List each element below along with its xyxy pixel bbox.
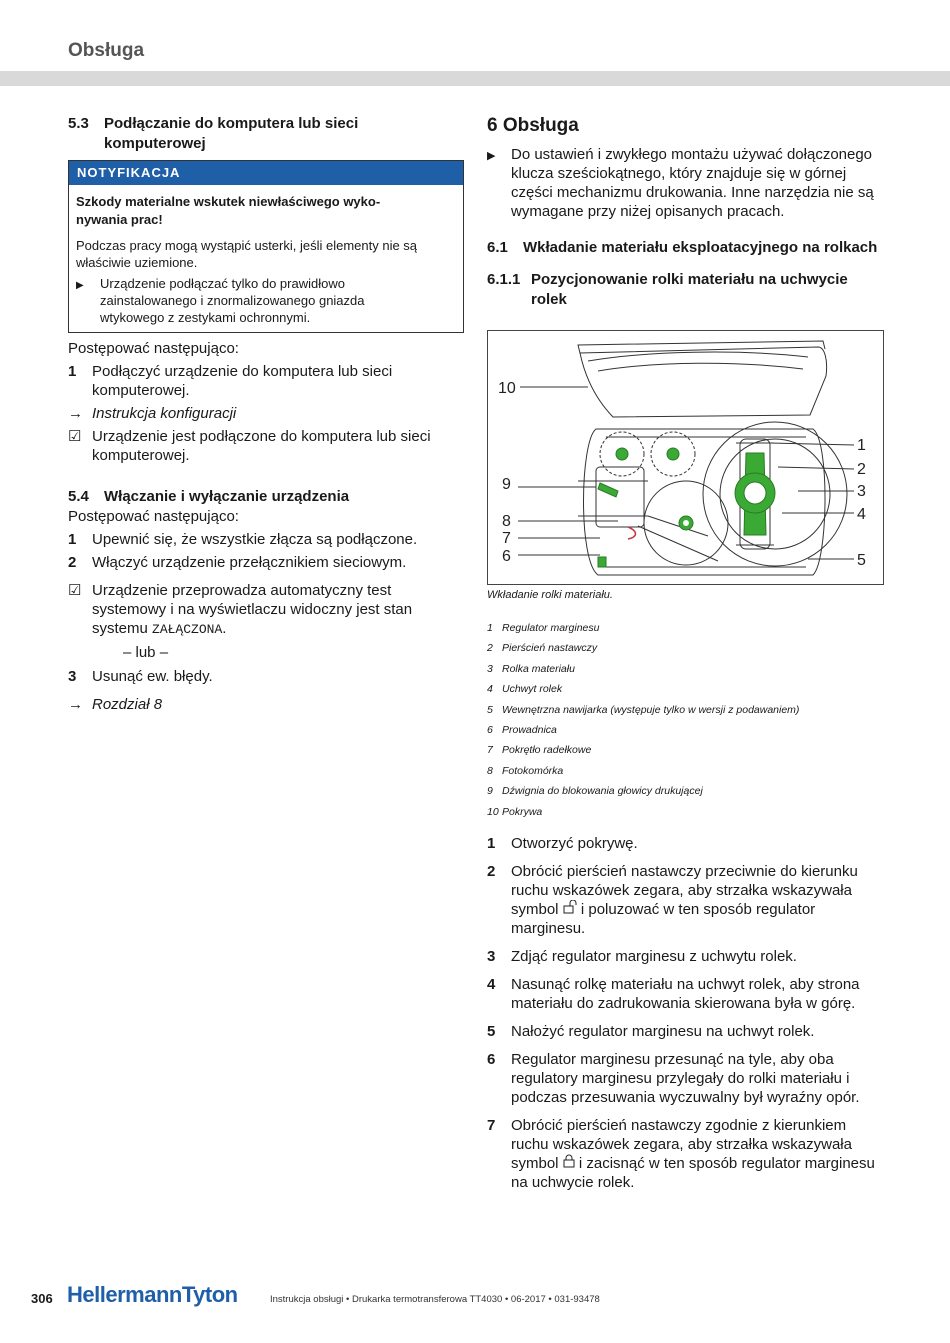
legend-item: 6 Prowadnica bbox=[487, 723, 557, 736]
unlock-icon bbox=[563, 901, 577, 918]
legend-item: 7 Pokrętło radełkowe bbox=[487, 744, 592, 757]
system-status: ZAŁĄCZONA bbox=[152, 622, 223, 637]
callout-5: 5 bbox=[857, 552, 866, 569]
section-heading-6-1: 6.1 Wkładanie materiału eksploatacyjnego na rolkach bbox=[487, 239, 878, 256]
checkbox-checked-icon: ☑ bbox=[68, 428, 82, 445]
left-column bbox=[68, 114, 464, 714]
callout-1: 1 bbox=[857, 437, 866, 454]
right-column bbox=[487, 114, 887, 310]
proceed-text: Postępować następująco: bbox=[68, 508, 239, 525]
bullet-arrow-icon: ▶ bbox=[76, 280, 84, 291]
step-item: 5 Nałożyć regulator marginesu na uchwyt rolek. bbox=[487, 1023, 815, 1040]
legend-item: 5 Wewnętrzna nawijarka (występuje tylko w wersji z podawaniem) bbox=[487, 703, 800, 716]
notice-text: Podczas pracy mogą wystąpić usterki, jeśli elementy nie są właściwie uziemione. bbox=[76, 238, 418, 270]
legend-item: 1 Regulator marginesu bbox=[487, 622, 600, 634]
legend-item: 2 Pierścień nastawczy bbox=[487, 642, 598, 655]
arrow-right-icon: → bbox=[68, 405, 83, 422]
proceed-text: Postępować następująco: bbox=[68, 340, 239, 357]
step-item: 6 Regulator marginesu przesunąć na tyle, aby oba regulatory marginesu przylegały do rolki materiału i podczas przesuwania wyczuwalny był wyraźny opór. bbox=[487, 1051, 860, 1106]
bullet-arrow-icon: ▶ bbox=[487, 150, 496, 162]
step-item: 2 Obrócić pierścień nastawczy przeciwnie do kierunku ruchu wskazówek zegara, aby strzałka wskazywała symbol i poluzować w ten sposób regulator marginesu. bbox=[487, 863, 858, 937]
section-heading-5-3: 5.3 Podłączanie do komputera lub sieci komputerowej bbox=[68, 115, 359, 152]
step-item: 3 Usunąć ew. błędy. bbox=[68, 668, 213, 685]
result-item: ☑ Urządzenie przeprowadza automatyczny test systemowy i na wyświetlaczu widoczny jest stan systemu ZAŁĄCZONA. bbox=[68, 582, 413, 637]
arrow-right-icon: → bbox=[68, 696, 83, 713]
page-header-title: Obsługa bbox=[68, 40, 145, 61]
printer-figure bbox=[487, 330, 884, 585]
callout-8: 8 bbox=[502, 513, 511, 530]
legend-item: 4 Uchwyt rolek bbox=[487, 683, 563, 696]
brand-logo: HellermannTyton bbox=[67, 1282, 238, 1307]
callout-4: 4 bbox=[857, 506, 866, 523]
header-bar bbox=[0, 71, 950, 86]
step-item: 1 Upewnić się, że wszystkie złącza są podłączone. bbox=[68, 531, 418, 548]
notice-box bbox=[68, 160, 464, 333]
chapter-heading: 6 Obsługa bbox=[487, 115, 579, 136]
step-item: 1 Otworzyć pokrywę. bbox=[487, 835, 638, 852]
lock-icon bbox=[563, 1155, 575, 1172]
figure-caption: Wkładanie rolki materiału. bbox=[487, 589, 613, 601]
procedure-steps bbox=[487, 834, 887, 1201]
callout-9: 9 bbox=[502, 476, 511, 493]
step-item: 7 Obrócić pierścień nastawczy zgodnie z kierunkiem ruchu wskazówek zegara, aby strzałka wskazywała symbol i zacisnąć w ten sposób regulator marginesu na uchwycie rolek. bbox=[487, 1117, 875, 1191]
result-item: ☑ Urządzenie jest podłączone do komputera lub sieci komputerowej. bbox=[68, 428, 431, 464]
legend-item: 8 Fotokomórka bbox=[487, 764, 564, 777]
footer-text: Instrukcja obsługi • Drukarka termotransferowa TT4030 • 06-2017 • 031-93478 bbox=[270, 1294, 600, 1305]
callout-7: 7 bbox=[502, 530, 511, 547]
notice-bullet: ▶ Urządzenie podłączać tylko do prawidłowo zainstalowanego i znormalizowanego gniazda wtykowego z zestykami ochronnymi. bbox=[76, 276, 365, 325]
section-heading-5-4: 5.4 Włączanie i wyłączanie urządzenia bbox=[68, 488, 350, 505]
callout-3: 3 bbox=[857, 483, 866, 500]
or-separator: – lub – bbox=[123, 644, 169, 661]
intro-bullet: ▶ Do ustawień i zwykłego montażu używać dołączonego klucza sześciokątnego, który znajduje się w górnej części mechanizmu drukowania. Inne narzędzia nie są wymagane przy niżej opisanych pracach. bbox=[487, 146, 874, 220]
step-item: 4 Nasunąć rolkę materiału na uchwyt rolek, aby strona materiału do zadrukowania skierowana była w górę. bbox=[487, 976, 860, 1012]
step-item: 1 Podłączyć urządzenie do komputera lub sieci komputerowej. bbox=[68, 363, 393, 399]
callout-6: 6 bbox=[502, 548, 511, 565]
step-item: 3 Zdjąć regulator marginesu z uchwytu rolek. bbox=[487, 948, 797, 965]
reference-link[interactable]: → Instrukcja konfiguracji bbox=[68, 405, 237, 422]
notice-label: NOTYFIKACJA bbox=[69, 161, 463, 185]
notice-headline: Szkody materialne wskutek niewłaściwego wyko-nywania prac! bbox=[76, 194, 381, 227]
callout-10: 10 bbox=[498, 380, 516, 397]
step-item: 2 Włączyć urządzenie przełącznikiem sieciowym. bbox=[68, 554, 407, 571]
page-number: 306 bbox=[31, 1291, 53, 1306]
reference-link[interactable]: → Rozdział 8 bbox=[68, 696, 163, 713]
figure-legend bbox=[487, 620, 887, 824]
legend-item: 9 Dźwignia do blokowania głowicy drukującej bbox=[487, 785, 703, 798]
section-heading-6-1-1: 6.1.1 Pozycjonowanie rolki materiału na uchwycie rolek bbox=[487, 271, 848, 308]
printer-illustration bbox=[488, 331, 883, 584]
callout-2: 2 bbox=[857, 461, 866, 478]
checkbox-checked-icon: ☑ bbox=[68, 582, 82, 599]
legend-item: 3 Rolka materiału bbox=[487, 662, 575, 675]
legend-item: 10 Pokrywa bbox=[487, 805, 543, 818]
